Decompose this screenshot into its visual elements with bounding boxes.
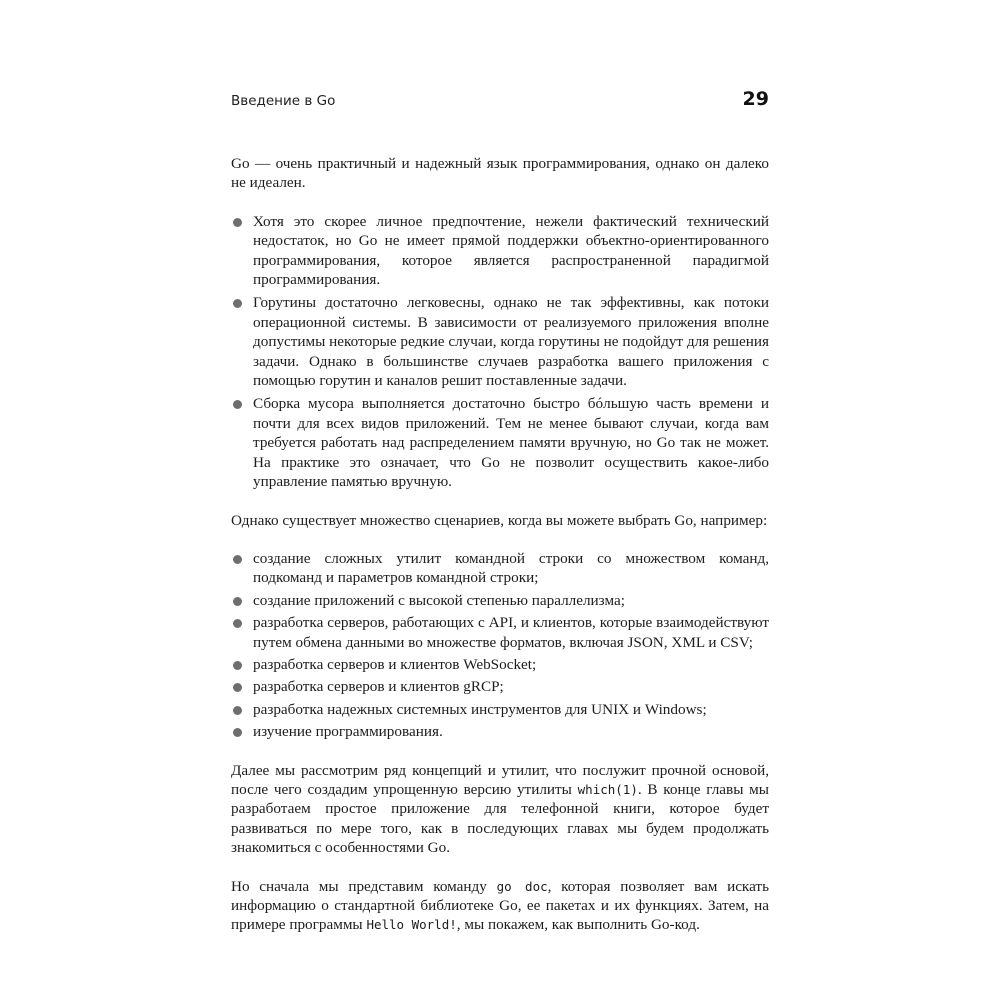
bullet-icon: [233, 218, 242, 227]
scenarios-intro: Однако существует множество сценариев, когда вы можете выбрать Go, например:: [231, 511, 768, 529]
list-item: [231, 655, 769, 674]
bullet-icon: [233, 597, 242, 606]
drawbacks-list: [231, 212, 769, 492]
list-item-text: Сборка мусора выполняется достаточно быстро бóльшую часть времени и почти для всех видов приложений. Тем не менее бывают случаи, когда вам требуется работать над распределением памяти вручную, но Go так не может. На практике это означает, что Go не позволит осуществить какое-либо управление памятью вручную.: [253, 395, 769, 491]
list-item: [231, 613, 769, 652]
intro-paragraph: Go — очень практичный и надежный язык программирования, однако он далеко не идеален.: [231, 155, 769, 192]
list-item: [231, 591, 769, 610]
bullet-icon: [233, 683, 242, 692]
list-item: [231, 212, 769, 290]
go-doc-text-middle: , которая позволяет вам искать информацию о стандартной библиотеке Go, ее пакетах и их функциях. Затем, на примере программы: [231, 877, 769, 934]
bullet-icon: [233, 299, 242, 308]
list-item-text: Горутины достаточно легковесны, однако не так эффективны, как потоки операционной системы. В зависимости от реализуемого приложения вполне допустимы некоторые редкие случаи, когда горутины не подойдут для решения задачи. Однако в большинстве случаев разработка вашего приложения с помощью горутин и каналов решит поставленные задачи.: [253, 294, 769, 390]
list-item-text: разработка серверов и клиентов gRCP;: [253, 678, 504, 696]
list-item-text: создание сложных утилит командной строки со множеством команд, подкоманд и параметров командной строки;: [253, 549, 769, 587]
list-item-text: изучение программирования.: [253, 723, 443, 741]
go-doc-text-start: Но сначала мы представим команду: [231, 877, 497, 895]
page-number: 29: [742, 88, 769, 110]
list-item: [231, 700, 769, 719]
bullet-icon: [233, 661, 242, 670]
bullet-icon: [233, 706, 242, 715]
book-page: [231, 88, 769, 954]
bullet-icon: [233, 619, 242, 628]
list-item-text: Хотя это скорее личное предпочтение, нежели фактический технический недостаток, но Go не имеет прямой поддержки объектно-ориентированного программирования, которое является распространенной парадигмой программирования.: [253, 212, 769, 289]
running-head: [231, 88, 769, 118]
list-item-text: создание приложений с высокой степенью параллелизма;: [253, 591, 625, 609]
chapter-title: Введение в Go: [231, 93, 336, 109]
list-item: [231, 722, 769, 741]
scenarios-list: [231, 549, 769, 742]
bullet-icon: [233, 555, 242, 564]
overview-paragraph: [231, 761, 769, 858]
overview-text-start: Далее мы рассмотрим ряд концепций и утилит, что послужит прочной основой, после чего создадим упрощенную версию утилиты: [231, 761, 769, 798]
list-item-text: разработка надежных системных инструментов для UNIX и Windows;: [253, 700, 707, 718]
list-item: [231, 293, 769, 390]
bullet-icon: [233, 400, 242, 409]
list-item: [231, 549, 769, 588]
list-item-text: разработка серверов и клиентов WebSocket;: [253, 655, 537, 673]
which-command-code: which(1): [577, 781, 638, 797]
page-body: [231, 154, 769, 935]
go-doc-paragraph: [231, 877, 769, 935]
overview-text-end: . В конце главы мы разработаем простое приложение для телефонной книги, которое будет развиваться по мере того, как в последующих главах мы будем продолжать знакомиться с особенностями Go.: [231, 780, 770, 857]
list-item-text: разработка серверов, работающих с API, и клиентов, которые взаимодействуют путем обмена данными во множестве форматов, включая JSON, XML и CSV;: [253, 614, 769, 651]
go-doc-code: go doc: [496, 878, 548, 894]
list-item: [231, 677, 769, 696]
hello-world-code: Hello World!: [366, 917, 457, 933]
list-item: [231, 394, 769, 491]
go-doc-text-end: , мы покажем, как выполнить Go-код.: [456, 916, 700, 934]
bullet-icon: [233, 728, 242, 737]
